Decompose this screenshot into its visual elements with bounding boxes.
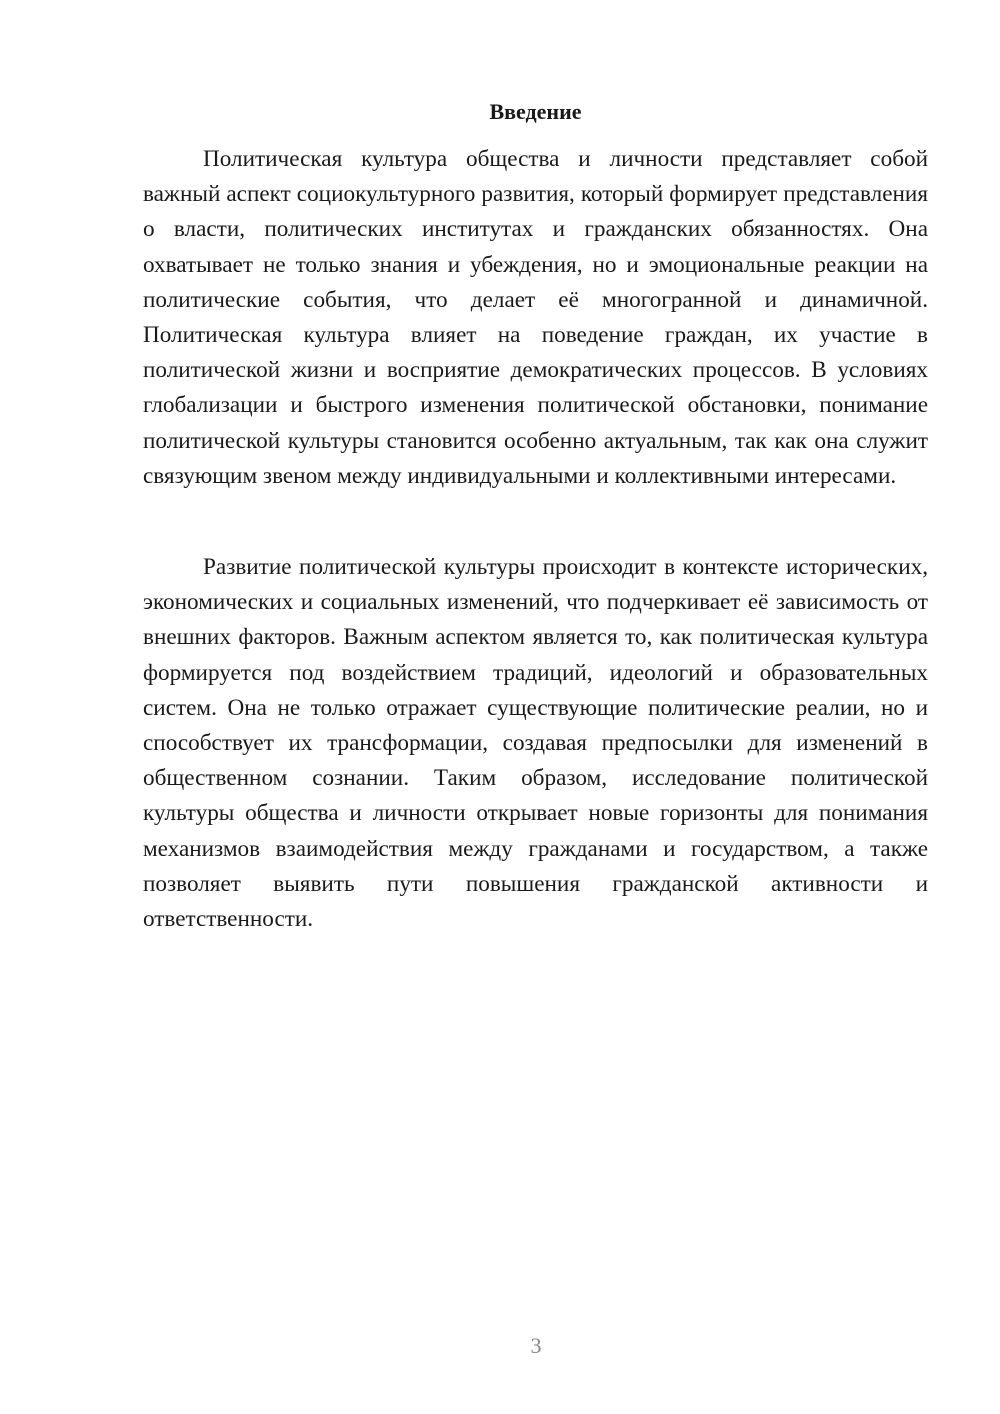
section-heading: Введение xyxy=(489,99,582,124)
body-paragraph-1: Политическая культура общества и личности представляет собой важный аспект социокультурного развития, который формирует представления о власти, политических институтах и гражданских обязанностях. Она охватывает не только знания и убеждения, но и эмоциональные реакции на политические события, что делает её многогранной и динамичной. Политическая культура влияет на поведение граждан, их участие в политической жизни и восприятие демократических процессов. В условиях глобализации и быстрого изменения политической обстановки, понимание политической культуры становится особенно актуальным, так как она служит связующим звеном между индивидуальными и коллективными интересами. xyxy=(143,146,928,489)
page-number: 3 xyxy=(530,1333,542,1358)
body-paragraph-2: Развитие политической культуры происходит в контексте исторических, экономических и социальных изменений, что подчеркивает её зависимость от внешних факторов. Важным аспектом является то, как политическая культура формируется под воздействием традиций, идеологий и образовательных систем. Она не только отражает существующие политические реалии, но и способствует их трансформации, создавая предпосылки для изменений в общественном сознании. Таким образом, исследование политической культуры общества и личности открывает новые горизонты для понимания механизмов взаимодействия между гражданами и государством, а также позволяет выявить пути повышения гражданской активности и ответственности. xyxy=(143,554,928,933)
